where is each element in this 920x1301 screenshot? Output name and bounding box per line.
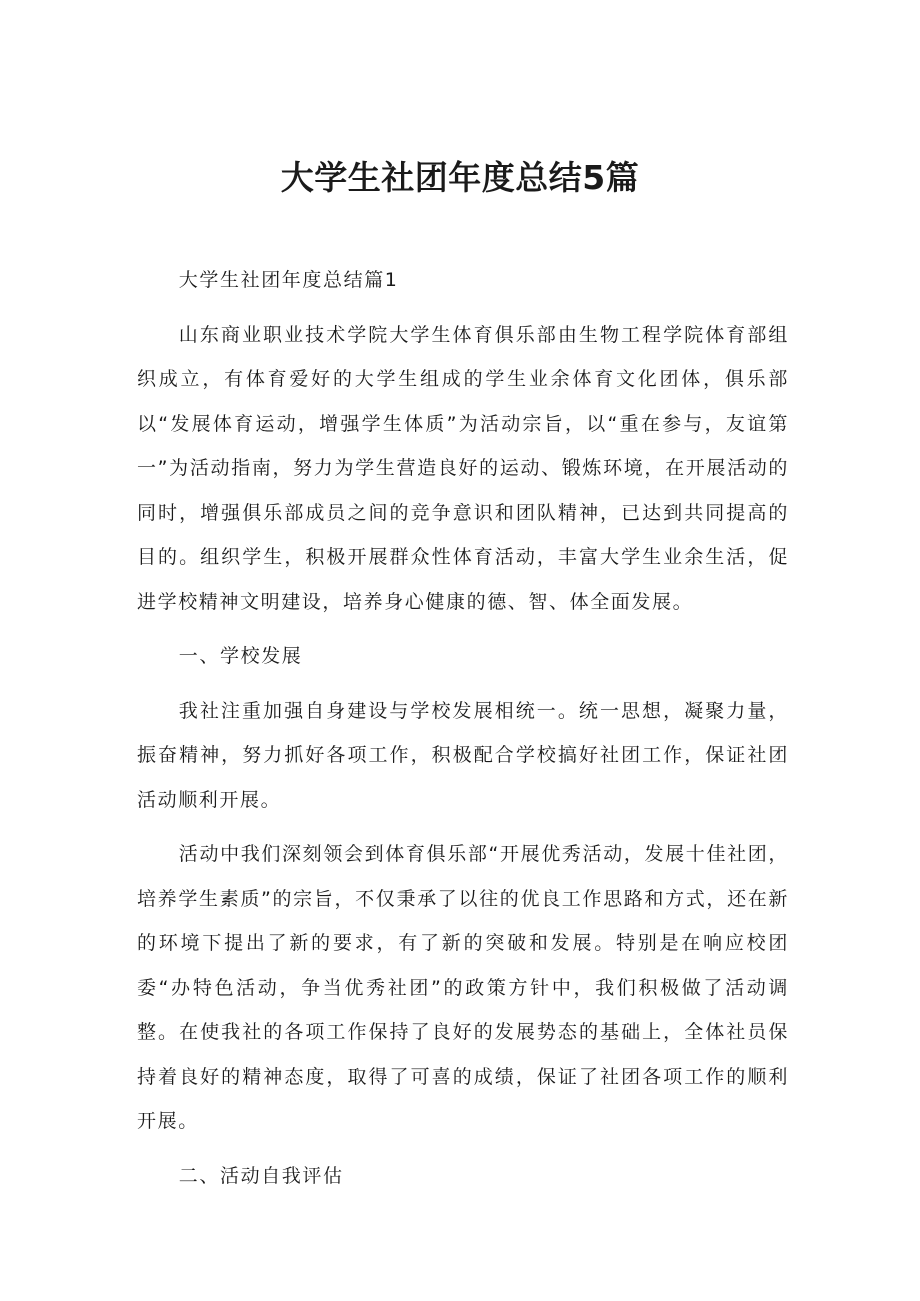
section-heading-school-development: 一、学校发展 (178, 645, 303, 667)
section-heading-part-1: 大学生社团年度总结篇1 (178, 269, 399, 291)
paragraph-school-development: 我社注重加强自身建设与学校发展相统一。统一思想，凝聚力量，振奋精神，努力抓好各项工作，积极配合学校搞好社团工作，保证社团活动顺利开展。 (137, 699, 789, 811)
paragraph-club-intro: 山东商业职业技术学院大学生体育俱乐部由生物工程学院体育部组织成立，有体育爱好的大学生组成的学生业余体育文化团体，俱乐部以“发展体育运动，增强学生体质”为活动宗旨，以“重在参与，友谊第一”为活动指南，努力为学生营造良好的运动、锻炼环境，在开展活动的同时，增强俱乐部成员之间的竞争意识和团队精神，已达到共同提高的目的。组织学生，积极开展群众性体育活动，丰富大学生业余生活，促进学校精神文明建设，培养身心健康的德、智、体全面发展。 (137, 323, 789, 613)
document-body (137, 258, 789, 1198)
paragraph-activities: 活动中我们深刻领会到体育俱乐部“开展优秀活动，发展十佳社团，培养学生素质”的宗旨，不仅秉承了以往的优良工作思路和方式，还在新的环境下提出了新的要求，有了新的突破和发展。特别是在响应校团委“办特色活动，争当优秀社团”的政策方针中，我们积极做了活动调整。在使我社的各项工作保持了良好的发展势态的基础上，全体社员保持着良好的精神态度，取得了可喜的成绩，保证了社团各项工作的顺利开展。 (137, 843, 789, 1132)
document-title: 大学生社团年度总结5篇 (280, 158, 640, 197)
section-heading-self-evaluation: 二、活动自我评估 (178, 1164, 344, 1187)
